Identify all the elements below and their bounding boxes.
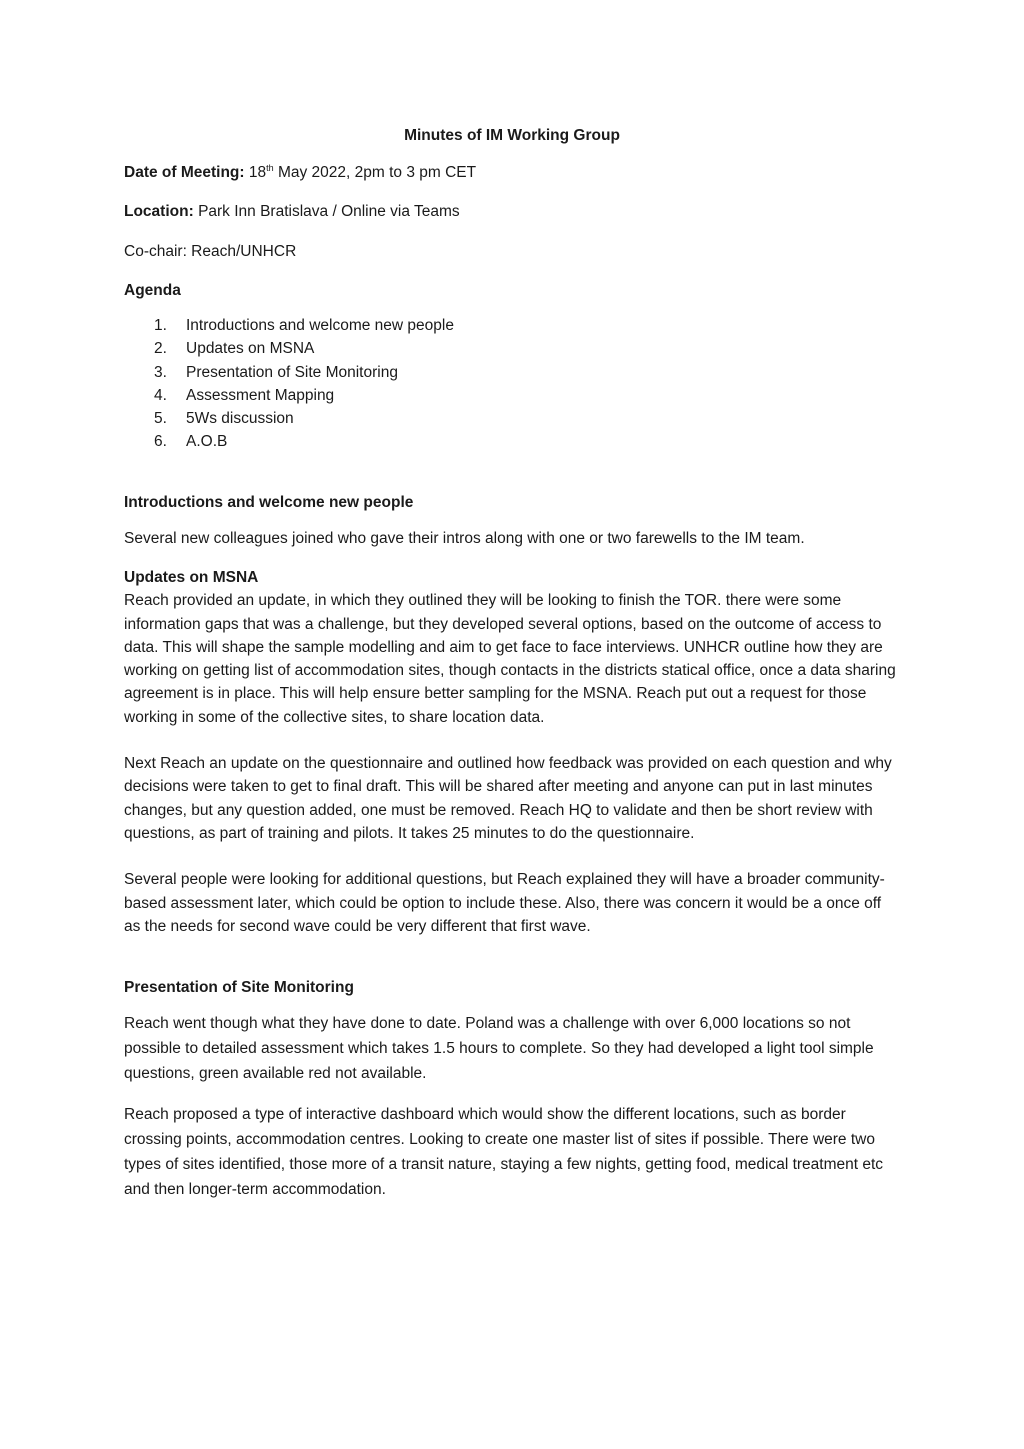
msna-paragraph-1: Reach provided an update, in which they outlined they will be looking to finish the TOR. there were some information gaps that was a challenge, but they developed several options, based on the outcome of access to data. This will shape the sample modelling and aim to get face to face interviews. UNHCR outline how they are working on getting list of accommodation sites, though contacts in the districts statical office, once a data sharing agreement is in place. This will help ensure better sampling for the MSNA. Reach put out a request for those working in some of the collective sites, to share location data. (124, 592, 896, 726)
agenda-item (154, 337, 900, 360)
agenda-item (154, 430, 900, 453)
msna-paragraph-3: Several people were looking for additional questions, but Reach explained they will have a broader community-based assessment later, which could be option to include these. Also, there was concern it would be a once off as the needs for second wave could be very different that first wave. (124, 871, 885, 935)
agenda-item-number: 3. (154, 363, 167, 381)
agenda-item-number: 1. (154, 317, 167, 335)
agenda-item (154, 361, 900, 384)
agenda-item (154, 314, 900, 337)
document-title: Minutes of IM Working Group (404, 127, 620, 144)
agenda-heading: Agenda (124, 281, 181, 299)
location-value: Park Inn Bratislava / Online via Teams (198, 203, 460, 221)
agenda-item (154, 384, 900, 407)
agenda-item-number: 2. (154, 340, 167, 358)
intro-paragraph: Several new colleagues joined who gave their intros along with one or two farewells to the IM team. (124, 529, 805, 547)
agenda-item-text: Presentation of Site Monitoring (186, 363, 398, 381)
cochair-line: Co-chair: Reach/UNHCR (124, 242, 297, 260)
msna-section-heading: Updates on MSNA (124, 569, 259, 586)
meeting-date-suffix: th (266, 162, 274, 173)
site-monitoring-paragraph-2: Reach proposed a type of interactive dashboard which would show the different locations, such as border crossing points, accommodation centres. Looking to create one master list of sites if possible. There were two types of sites identified, those more of a transit nature, staying a few nights, getting food, medical treatment etc and then longer-term accommodation. (124, 1106, 884, 1199)
agenda-item-number: 4. (154, 386, 167, 404)
msna-paragraph-2: Next Reach an update on the questionnaire and outlined how feedback was provided on each question and why decisions were taken to get to final draft. This will be shared after meeting and anyone can put in last minutes changes, but any question added, one must be removed. Reach HQ to validate and then be short review with questions, as part of training and pilots. It takes 25 minutes to do the questionnaire. (124, 755, 892, 842)
agenda-item-text: A.O.B (186, 433, 228, 451)
meeting-date-line (124, 161, 900, 184)
agenda-item-number: 6. (154, 433, 167, 451)
location-label: Location: (124, 203, 194, 221)
agenda-item-text: Updates on MSNA (186, 340, 315, 358)
meeting-date-day: 18 (248, 164, 267, 181)
agenda-item-text: Assessment Mapping (186, 386, 335, 404)
site-monitoring-heading: Presentation of Site Monitoring (124, 979, 354, 997)
agenda-item-text: 5Ws discussion (186, 410, 294, 427)
agenda-list (154, 314, 900, 453)
site-monitoring-paragraph-1: Reach went though what they have done to date. Poland was a challenge with over 6,000 locations so not possible to detailed assessment which takes 1.5 hours to complete. So they had developed a light tool simple questions, green available red not available. (124, 1015, 874, 1083)
meeting-date-label: Date of Meeting: (124, 164, 245, 181)
intro-section-heading: Introductions and welcome new people (124, 494, 414, 512)
agenda-item-number: 5. (154, 410, 167, 427)
agenda-item (154, 407, 900, 430)
document-content (124, 124, 900, 1218)
meeting-date-value: May 2022, 2pm to 3 pm CET (277, 164, 477, 181)
location-line (124, 200, 900, 223)
agenda-item-text: Introductions and welcome new people (186, 317, 454, 335)
